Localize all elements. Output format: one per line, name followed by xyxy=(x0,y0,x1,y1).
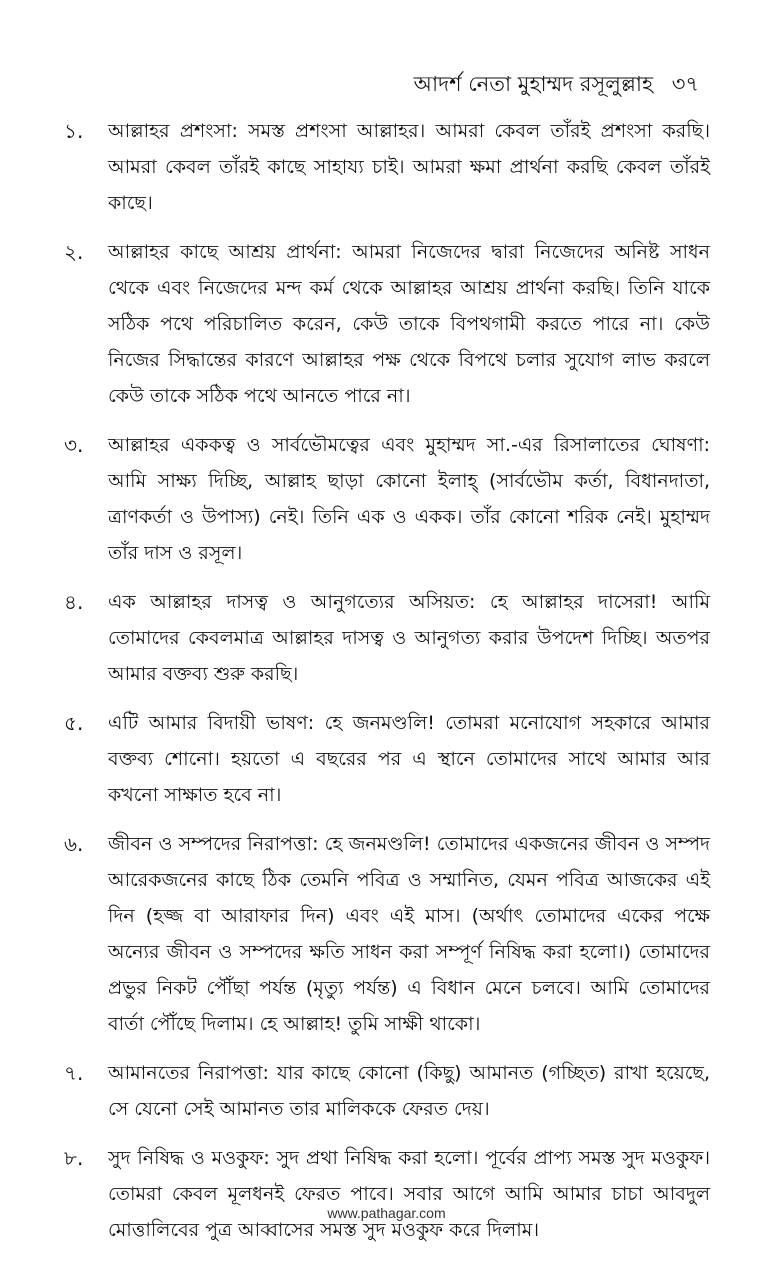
item-number: ৬. xyxy=(64,832,84,856)
item-text: আল্লাহর কাছে আশ্রয় প্রার্থনা: আমরা নিজেদের দ্বারা নিজেদের অনিষ্ট সাধন থেকে এবং নিজেদের মন্দ কর্ম থেকে আল্লাহর আশ্রয় প্রার্থনা করছি। তিনি যাকে সঠিক পথে পরিচালিত করেন, কেউ তাকে বিপথগামী করতে পারে না। কেউ নিজের সিদ্ধান্তের কারণে আল্লাহর পক্ষ থেকে বিপথে চলার সুযোগ লাভ করলে কেউ তাকে সঠিক পথে আনতে পারে না। xyxy=(108,241,710,407)
item-number: ২. xyxy=(64,240,84,264)
running-header xyxy=(414,70,699,98)
numbered-list xyxy=(64,113,710,1261)
footer-url: www.pathagar.com xyxy=(327,1205,446,1221)
page-number: ৩৭ xyxy=(671,72,699,96)
running-title: আদর্শ নেতা মুহাম্মদ রসূলুল্লাহ xyxy=(413,72,653,96)
list-item xyxy=(64,584,710,692)
list-item xyxy=(64,826,710,1042)
item-text: সুদ নিষিদ্ধ ও মওকুফ: সুদ প্রথা নিষিদ্ধ করা হলো। পূর্বের প্রাপ্য সমস্ত সুদ মওকুফ। তোমরা কেবল মূলধনই ফেরত পাবে। সবার আগে আমি আমার চাচা আবদুল মোত্তালিবের পুত্র আব্বাসের সমস্ত সুদ মওকুফ করে দিলাম। xyxy=(108,1147,710,1241)
list-item xyxy=(64,1055,710,1127)
list-item xyxy=(64,1140,710,1248)
item-text: আল্লাহর এককত্ব ও সার্বভৌমত্বের এবং মুহাম্মদ সা.-এর রিসালাতের ঘোষণা: আমি সাক্ষ্য দিচ্ছি, আল্লাহ ছাড়া কোনো ইলাহ্ (সার্বভৌম কর্তা, বিধানদাতা, ত্রাণকর্তা ও উপাস্য) নেই। তিনি এক ও একক। তাঁর কোনো শরিক নেই। মুহাম্মদ তাঁর দাস ও রসূল। xyxy=(108,434,710,564)
list-item xyxy=(64,113,710,221)
item-text: এটি আমার বিদায়ী ভাষণ: হে জনমণ্ডলি! তোমরা মনোযোগ সহকারে আমার বক্তব্য শোনো। হয়তো এ বছরের পর এ স্থানে তোমাদের সাথে আমার আর কখনো সাক্ষাত হবে না। xyxy=(108,712,710,806)
item-text: আল্লাহর প্রশংসা: সমস্ত প্রশংসা আল্লাহর। আমরা কেবল তাঁরই প্রশংসা করছি। আমরা কেবল তাঁরই কাছে সাহায্য চাই। আমরা ক্ষমা প্রার্থনা করছি কেবল তাঁরই কাছে। xyxy=(108,120,710,214)
item-number: ৮. xyxy=(64,1146,84,1170)
item-number: ৪. xyxy=(64,590,84,614)
item-number: ৭. xyxy=(64,1061,84,1085)
item-number: ৩. xyxy=(64,433,84,457)
list-item xyxy=(64,427,710,571)
item-text: এক আল্লাহর দাসত্ব ও আনুগত্যের অসিয়ত: হে আল্লাহর দাসেরা! আমি তোমাদের কেবলমাত্র আল্লাহর দাসত্ব ও আনুগত্য করার উপদেশ দিচ্ছি। অতপর আমার বক্তব্য শুরু করছি। xyxy=(108,591,710,685)
list-item xyxy=(64,234,710,414)
item-text: আমানতের নিরাপত্তা: যার কাছে কোনো (কিছু) আমানত (গচ্ছিত) রাখা হয়েছে, সে যেনো সেই আমানত তার মালিককে ফেরত দেয়। xyxy=(108,1062,710,1120)
item-text: জীবন ও সম্পদের নিরাপত্তা: হে জনমণ্ডলি! তোমাদের একজনের জীবন ও সম্পদ আরেকজনের কাছে ঠিক তেমনি পবিত্র ও সম্মানিত, যেমন পবিত্র আজকের এই দিন (হজ্জ বা আরাফার দিন) এবং এই মাস। (অর্থাৎ তোমাদের একের পক্ষে অন্যের জীবন ও সম্পদের ক্ষতি সাধন করা সম্পূর্ণ নিষিদ্ধ করা হলো।) তোমাদের প্রভুর নিকট পৌঁছা পর্যন্ত (মৃত্যু পর্যন্ত) এ বিধান মেনে চলবে। আমি তোমাদের বার্তা পৌঁছে দিলাম। হে আল্লাহ! তুমি সাক্ষী থাকো। xyxy=(108,833,710,1035)
item-number: ৫. xyxy=(64,711,84,735)
list-item xyxy=(64,705,710,813)
item-number: ১. xyxy=(64,119,84,143)
